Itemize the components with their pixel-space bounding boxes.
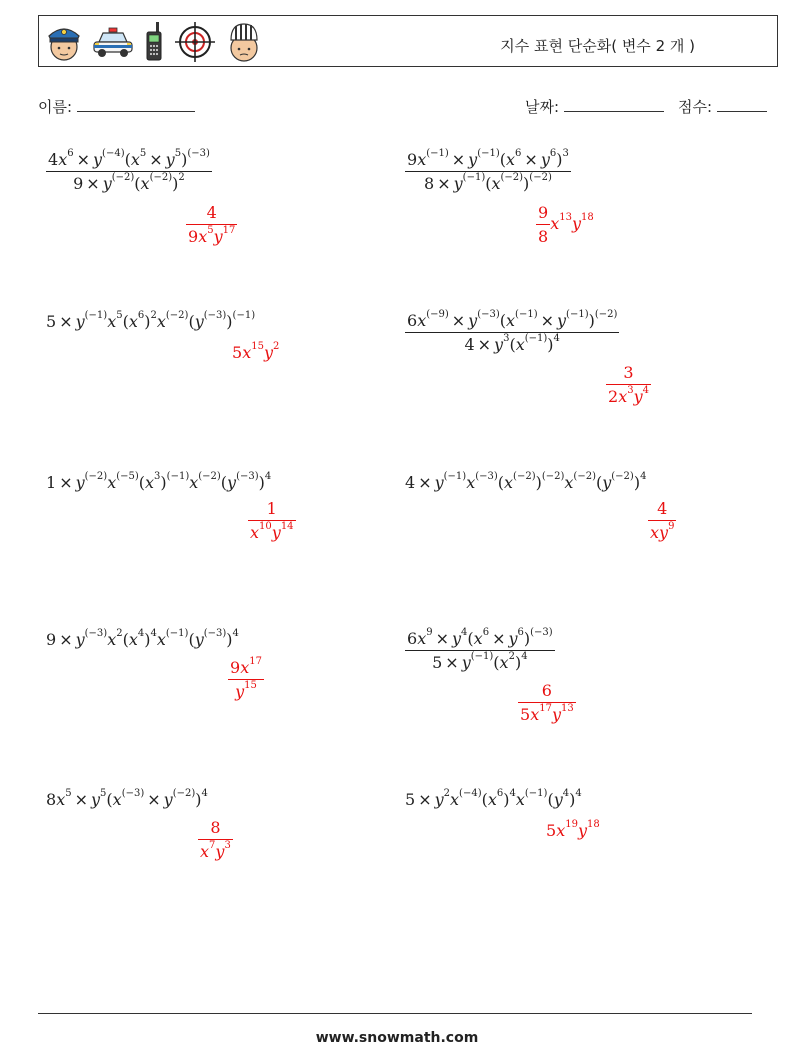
answer-2: $\frac{9}{8}$ $x^{13}y^{18}$ xyxy=(538,203,594,246)
answer-7: $\frac{9x^{17}}{y^{15}}$ xyxy=(230,656,262,701)
problem-7: $9 \times y^{(-3)}x^2(x^4)^4x^{(-1)}(y^{(-3)})^4$ xyxy=(46,628,239,649)
problem-9: $8x^5 \times y^5(x^{(-3)} \times y^{(-2)})^4$ xyxy=(46,788,208,809)
name-blank[interactable] xyxy=(77,97,195,112)
answer-5: $\frac{1}{x^{10}y^{14}}$ xyxy=(250,499,294,542)
problem-4: $\frac{6x^{(-9)} \times y^{(-3)}(x^{(-1)} \times y^{(-1)})^{(-2)}}{4 \times y^3(x^{(-1)})^4}$ xyxy=(407,309,618,354)
police-officer-icon xyxy=(45,20,83,64)
problem-6: $4 \times y^{(-1)}x^{(-3)}(x^{(-2)})^{(-2)}x^{(-2)}(y^{(-2)})^4$ xyxy=(405,471,647,492)
problem-8: $\frac{6x^9 \times y^4(x^6 \times y^6)^{(-3)}}{5 \times y^{(-1)}(x^2)^4}$ xyxy=(407,627,553,672)
problem-10: $5 \times y^2x^{(-4)}(x^6)^4x^{(-1)}(y^4)^4$ xyxy=(405,788,582,809)
score-field[interactable] xyxy=(678,96,767,117)
answer-3: $5x^{15}y^2$ xyxy=(232,341,280,362)
worksheet-header xyxy=(38,15,778,67)
problem-5: $1 \times y^{(-2)}x^{(-5)}(x^3)^{(-1)}x^{(-2)}(y^{(-3)})^4$ xyxy=(46,471,272,492)
date-field[interactable] xyxy=(525,96,664,117)
police-car-icon xyxy=(91,20,135,64)
problem-3: $5 \times y^{(-1)}x^5(x^6)^2x^{(-2)}(y^{(-3)})^{(-1)}$ xyxy=(46,310,256,331)
answer-4: $\frac{3}{2x^3y^4}$ xyxy=(608,363,650,406)
name-field[interactable] xyxy=(38,96,195,117)
score-blank[interactable] xyxy=(717,97,767,112)
date-blank[interactable] xyxy=(564,97,664,112)
name-label: 이름: xyxy=(38,98,73,116)
problem-2: $\frac{9x^{(-1)} \times y^{(-1)}(x^6 \times y^6)^3}{8 \times y^{(-1)}(x^{(-2)})^{(-2)}}$ xyxy=(407,148,569,193)
crosshair-icon xyxy=(173,20,217,64)
header-icons xyxy=(45,19,263,65)
date-label: 날짜: xyxy=(525,98,560,116)
answer-1: $\frac{4}{9x^5y^{17}}$ xyxy=(188,203,236,246)
answer-6: $\frac{4}{xy^9}$ xyxy=(650,499,675,542)
problem-1: $\frac{4x^6 \times y^{(-4)}(x^5 \times y^5)^{(-3)}}{9 \times y^{(-2)}(x^{(-2)})^2}$ xyxy=(48,148,210,193)
score-label: 점수: xyxy=(678,98,713,116)
walkie-talkie-icon xyxy=(143,20,165,64)
answer-9: $\frac{8}{x^7y^3}$ xyxy=(200,818,231,861)
answer-8: $\frac{6}{5x^{17}y^{13}}$ xyxy=(520,681,574,724)
footer-website[interactable]: www.snowmath.com xyxy=(315,1030,479,1046)
prisoner-icon xyxy=(225,20,263,64)
worksheet-title: 지수 표현 단순화( 변수 2 개 ) xyxy=(500,37,695,55)
answer-10: $5x^{19}y^{18}$ xyxy=(546,819,600,840)
footer-divider xyxy=(38,1013,752,1014)
